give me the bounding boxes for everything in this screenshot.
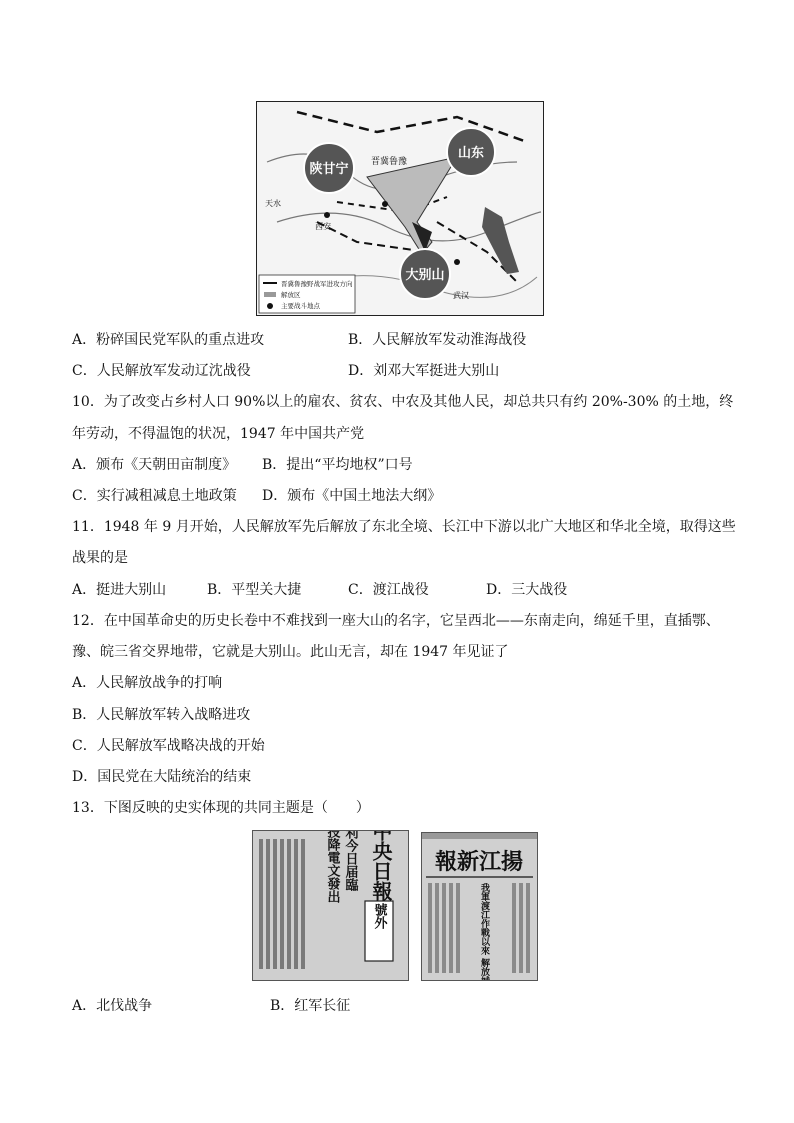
q12-option-a[interactable]: A．人民解放战争的打响	[72, 675, 223, 691]
newspaper-photo-1-drawing	[253, 831, 408, 980]
dabieshan-label: 大别山	[405, 268, 445, 283]
newspaper-1-headline-2: 日本投降電文發出	[324, 831, 340, 903]
newspaper-photo-1	[252, 830, 409, 981]
q11-stem-line2: 战果的是	[72, 550, 128, 566]
legend-item-2: 解放区	[281, 291, 301, 299]
q10-stem-line2: 年劳动，不得温饱的状况，1947 年中国共产党	[72, 426, 365, 442]
q9-option-d[interactable]: D．刘邓大军挺进大别山	[348, 363, 500, 379]
q12-stem-line2: 豫、皖三省交界地带，它就是大别山。此山无言，却在 1947 年见证了	[72, 644, 509, 660]
q10-option-b[interactable]: B．提出“平均地权”口号	[262, 457, 413, 473]
historical-map	[256, 101, 544, 316]
q9-option-b[interactable]: B．人民解放军发动淮海战役	[348, 332, 527, 348]
q11-option-a[interactable]: A．挺进大别山	[72, 582, 167, 598]
legend-item-3: 主要战斗地点	[281, 302, 320, 310]
q11-option-c[interactable]: C．渡江战役	[348, 582, 429, 598]
newspaper-photo-2-drawing	[422, 833, 537, 980]
q11-stem-line1: 11．1948 年 9 月开始，人民解放军先后解放了东北全境、长江中下游以北广大地区和华北全境，取得这些	[72, 519, 736, 535]
newspaper-photo-2	[421, 832, 538, 981]
wuhan-label: 武汉	[453, 291, 469, 300]
tianshui-label: 天水	[265, 199, 281, 208]
q12-option-c[interactable]: C．人民解放军战略决战的开始	[72, 738, 265, 754]
q12-stem-line1: 12．在中国革命史的历史长卷中不难找到一座大山的名字，它呈西北——东南走向，绵延千里，直插鄂、	[72, 613, 720, 629]
newspaper-1-masthead: 中央日報	[369, 831, 393, 901]
q13-option-a[interactable]: A．北伐战争	[72, 998, 153, 1014]
q13-option-b[interactable]: B．红军长征	[270, 998, 351, 1014]
legend-item-1: 晋冀鲁豫野战军进攻方向	[281, 280, 353, 288]
q9-option-a[interactable]: A．粉碎国民党军队的重点进攻	[72, 332, 265, 348]
newspaper-1-extra: 號外	[371, 903, 387, 929]
newspaper-2-headline: 我軍渡江作戰以來 解放城市一百二十座	[479, 883, 489, 980]
q12-option-b[interactable]: B．人民解放军转入战略进攻	[72, 707, 251, 723]
q11-option-b[interactable]: B．平型关大捷	[207, 582, 302, 598]
jinjilu-label: 晋冀鲁豫	[371, 157, 408, 167]
newspaper-2-masthead: 報新江揚	[434, 849, 524, 875]
q13-stem: 13．下图反映的史实体现的共同主题是（ ）	[72, 800, 370, 816]
newspaper-1-headline-1: 最後勝利今日届臨	[342, 831, 358, 891]
shaanganning-label: 陕甘宁	[309, 162, 349, 177]
q10-option-c[interactable]: C．实行减租减息土地政策	[72, 488, 237, 504]
q12-option-d[interactable]: D．国民党在大陆统治的结束	[72, 769, 252, 785]
q10-option-d[interactable]: D．颁布《中国土地法大纲》	[262, 488, 442, 504]
q10-stem-line1: 10．为了改变占乡村人口 90%以上的雇农、贫农、中农及其他人民，却总共只有约 20%-30% 的土地，终	[72, 394, 734, 410]
xian-label: 西安	[315, 222, 331, 231]
q11-option-d[interactable]: D．三大战役	[486, 582, 568, 598]
map-drawing	[257, 102, 543, 315]
q10-option-a[interactable]: A．颁布《天朝田亩制度》	[72, 457, 237, 473]
q9-option-c[interactable]: C．人民解放军发动辽沈战役	[72, 363, 251, 379]
shandong-label: 山东	[457, 146, 485, 161]
